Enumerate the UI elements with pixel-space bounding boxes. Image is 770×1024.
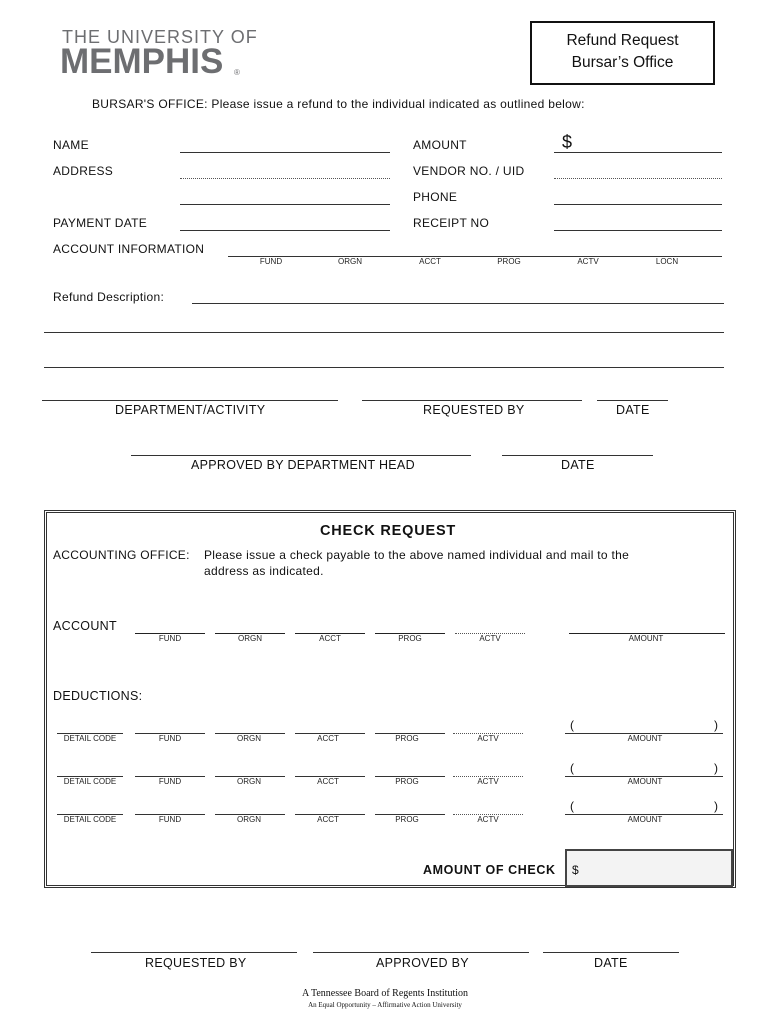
deduction3-paren-open: ( bbox=[570, 799, 575, 813]
check-col-amount: AMOUNT bbox=[628, 634, 664, 643]
account-col-actv: ACTV bbox=[577, 257, 599, 266]
amount-of-check-dollar: $ bbox=[572, 863, 579, 877]
deduction3-paren-close: ) bbox=[714, 799, 719, 813]
refund-description-line-1[interactable] bbox=[192, 303, 724, 304]
deduction2-paren-close: ) bbox=[714, 761, 719, 775]
amount-field[interactable] bbox=[554, 152, 722, 153]
deduction3-col-amount: AMOUNT bbox=[627, 815, 663, 824]
address-field-1[interactable] bbox=[180, 178, 390, 179]
address-field-2[interactable] bbox=[180, 204, 390, 205]
bottom-approved-line[interactable] bbox=[313, 952, 529, 953]
logo-line1: THE UNIVERSITY OF bbox=[62, 27, 258, 47]
deduction3-col-actv: ACTV bbox=[477, 815, 499, 824]
phone-field[interactable] bbox=[554, 204, 722, 205]
date-line-2[interactable] bbox=[502, 455, 653, 456]
check-account-label: ACCOUNT bbox=[53, 619, 117, 633]
refund-description-line-3[interactable] bbox=[44, 367, 724, 368]
name-label: NAME bbox=[53, 138, 89, 152]
department-signature-line[interactable] bbox=[42, 400, 338, 401]
amount-of-check-field[interactable] bbox=[565, 849, 733, 887]
accounting-office-label: ACCOUNTING OFFICE: bbox=[53, 548, 190, 562]
check-col-orgn: ORGN bbox=[238, 634, 262, 643]
bottom-approved-label: APPROVED BY bbox=[376, 956, 469, 970]
deduction3-col-orgn: ORGN bbox=[237, 815, 261, 824]
payment-date-label: PAYMENT DATE bbox=[53, 216, 148, 230]
name-field[interactable] bbox=[180, 152, 390, 153]
account-col-prog: PROG bbox=[497, 257, 521, 266]
dollar-sign: $ bbox=[562, 132, 573, 152]
amount-of-check-label: AMOUNT OF CHECK bbox=[423, 863, 556, 877]
bottom-date-line[interactable] bbox=[543, 952, 679, 953]
deduction2-col-prog: PROG bbox=[395, 777, 419, 786]
deduction1-col-acct: ACCT bbox=[317, 734, 339, 743]
requested-by-signature-line[interactable] bbox=[362, 400, 582, 401]
deduction1-col-orgn: ORGN bbox=[237, 734, 261, 743]
deduction3-col-detail: DETAIL CODE bbox=[63, 815, 117, 824]
deduction3-col-fund: FUND bbox=[158, 815, 182, 824]
deduction1-col-fund: FUND bbox=[158, 734, 182, 743]
check-col-fund: FUND bbox=[158, 634, 182, 643]
deduction2-col-amount: AMOUNT bbox=[627, 777, 663, 786]
bottom-requested-line[interactable] bbox=[91, 952, 297, 953]
account-col-locn: LOCN bbox=[655, 257, 679, 266]
check-request-section bbox=[44, 510, 736, 888]
deduction1-col-amount: AMOUNT bbox=[627, 734, 663, 743]
deduction2-col-fund: FUND bbox=[158, 777, 182, 786]
deduction2-col-acct: ACCT bbox=[317, 777, 339, 786]
amount-label: AMOUNT bbox=[413, 138, 467, 152]
deduction1-col-prog: PROG bbox=[395, 734, 419, 743]
form-title: Refund Request bbox=[566, 32, 679, 49]
check-col-prog: PROG bbox=[398, 634, 422, 643]
deduction2-col-detail: DETAIL CODE bbox=[63, 777, 117, 786]
approved-signature-line[interactable] bbox=[131, 455, 471, 456]
deduction2-paren-open: ( bbox=[570, 761, 575, 775]
requested-by-label: REQUESTED BY bbox=[423, 403, 525, 417]
form-title-box bbox=[530, 21, 715, 85]
check-instruction-line2: address as indicated. bbox=[204, 564, 324, 578]
refund-description-label: Refund Description: bbox=[53, 290, 165, 304]
vendor-field[interactable] bbox=[554, 178, 722, 179]
logo-registered-mark: ® bbox=[234, 68, 240, 77]
deduction2-col-actv: ACTV bbox=[477, 777, 499, 786]
account-col-fund: FUND bbox=[259, 257, 283, 266]
check-col-acct: ACCT bbox=[319, 634, 341, 643]
deduction1-paren-close: ) bbox=[714, 718, 719, 732]
bottom-requested-label: REQUESTED BY bbox=[145, 956, 247, 970]
phone-label: PHONE bbox=[413, 190, 458, 204]
deduction3-col-prog: PROG bbox=[395, 815, 419, 824]
account-info-label: ACCOUNT INFORMATION bbox=[53, 242, 205, 256]
check-col-actv: ACTV bbox=[479, 634, 501, 643]
deduction1-col-actv: ACTV bbox=[477, 734, 499, 743]
check-instruction-line1: Please issue a check payable to the above named individual and mail to the bbox=[204, 548, 630, 562]
receipt-label: RECEIPT NO bbox=[413, 216, 490, 230]
date-label-2: DATE bbox=[561, 458, 595, 472]
deduction1-paren-open: ( bbox=[570, 718, 575, 732]
account-col-orgn: ORGN bbox=[338, 257, 362, 266]
department-label: DEPARTMENT/ACTIVITY bbox=[115, 403, 266, 417]
intro-text: BURSAR'S OFFICE: Please issue a refund to the individual indicated as outlined below: bbox=[92, 97, 585, 111]
approved-label: APPROVED BY DEPARTMENT HEAD bbox=[191, 458, 415, 472]
footer-institution: A Tennessee Board of Regents Institution bbox=[301, 988, 469, 999]
vendor-label: VENDOR NO. / UID bbox=[413, 164, 525, 178]
refund-description-line-2[interactable] bbox=[44, 332, 724, 333]
bottom-date-label: DATE bbox=[594, 956, 628, 970]
deduction2-col-orgn: ORGN bbox=[237, 777, 261, 786]
deduction3-col-acct: ACCT bbox=[317, 815, 339, 824]
deduction1-col-detail: DETAIL CODE bbox=[63, 734, 117, 743]
deductions-label: DEDUCTIONS: bbox=[53, 689, 143, 703]
logo-line2: MEMPHIS bbox=[60, 42, 224, 81]
check-request-heading: CHECK REQUEST bbox=[320, 523, 457, 539]
date-label-1: DATE bbox=[616, 403, 650, 417]
receipt-field[interactable] bbox=[554, 230, 722, 231]
address-label: ADDRESS bbox=[53, 164, 114, 178]
payment-date-field[interactable] bbox=[180, 230, 390, 231]
form-subtitle: Bursar’s Office bbox=[571, 54, 674, 71]
date-line-1[interactable] bbox=[597, 400, 668, 401]
footer-equal-opportunity: An Equal Opportunity – Affirmative Action University bbox=[308, 1001, 462, 1009]
account-col-acct: ACCT bbox=[419, 257, 441, 266]
